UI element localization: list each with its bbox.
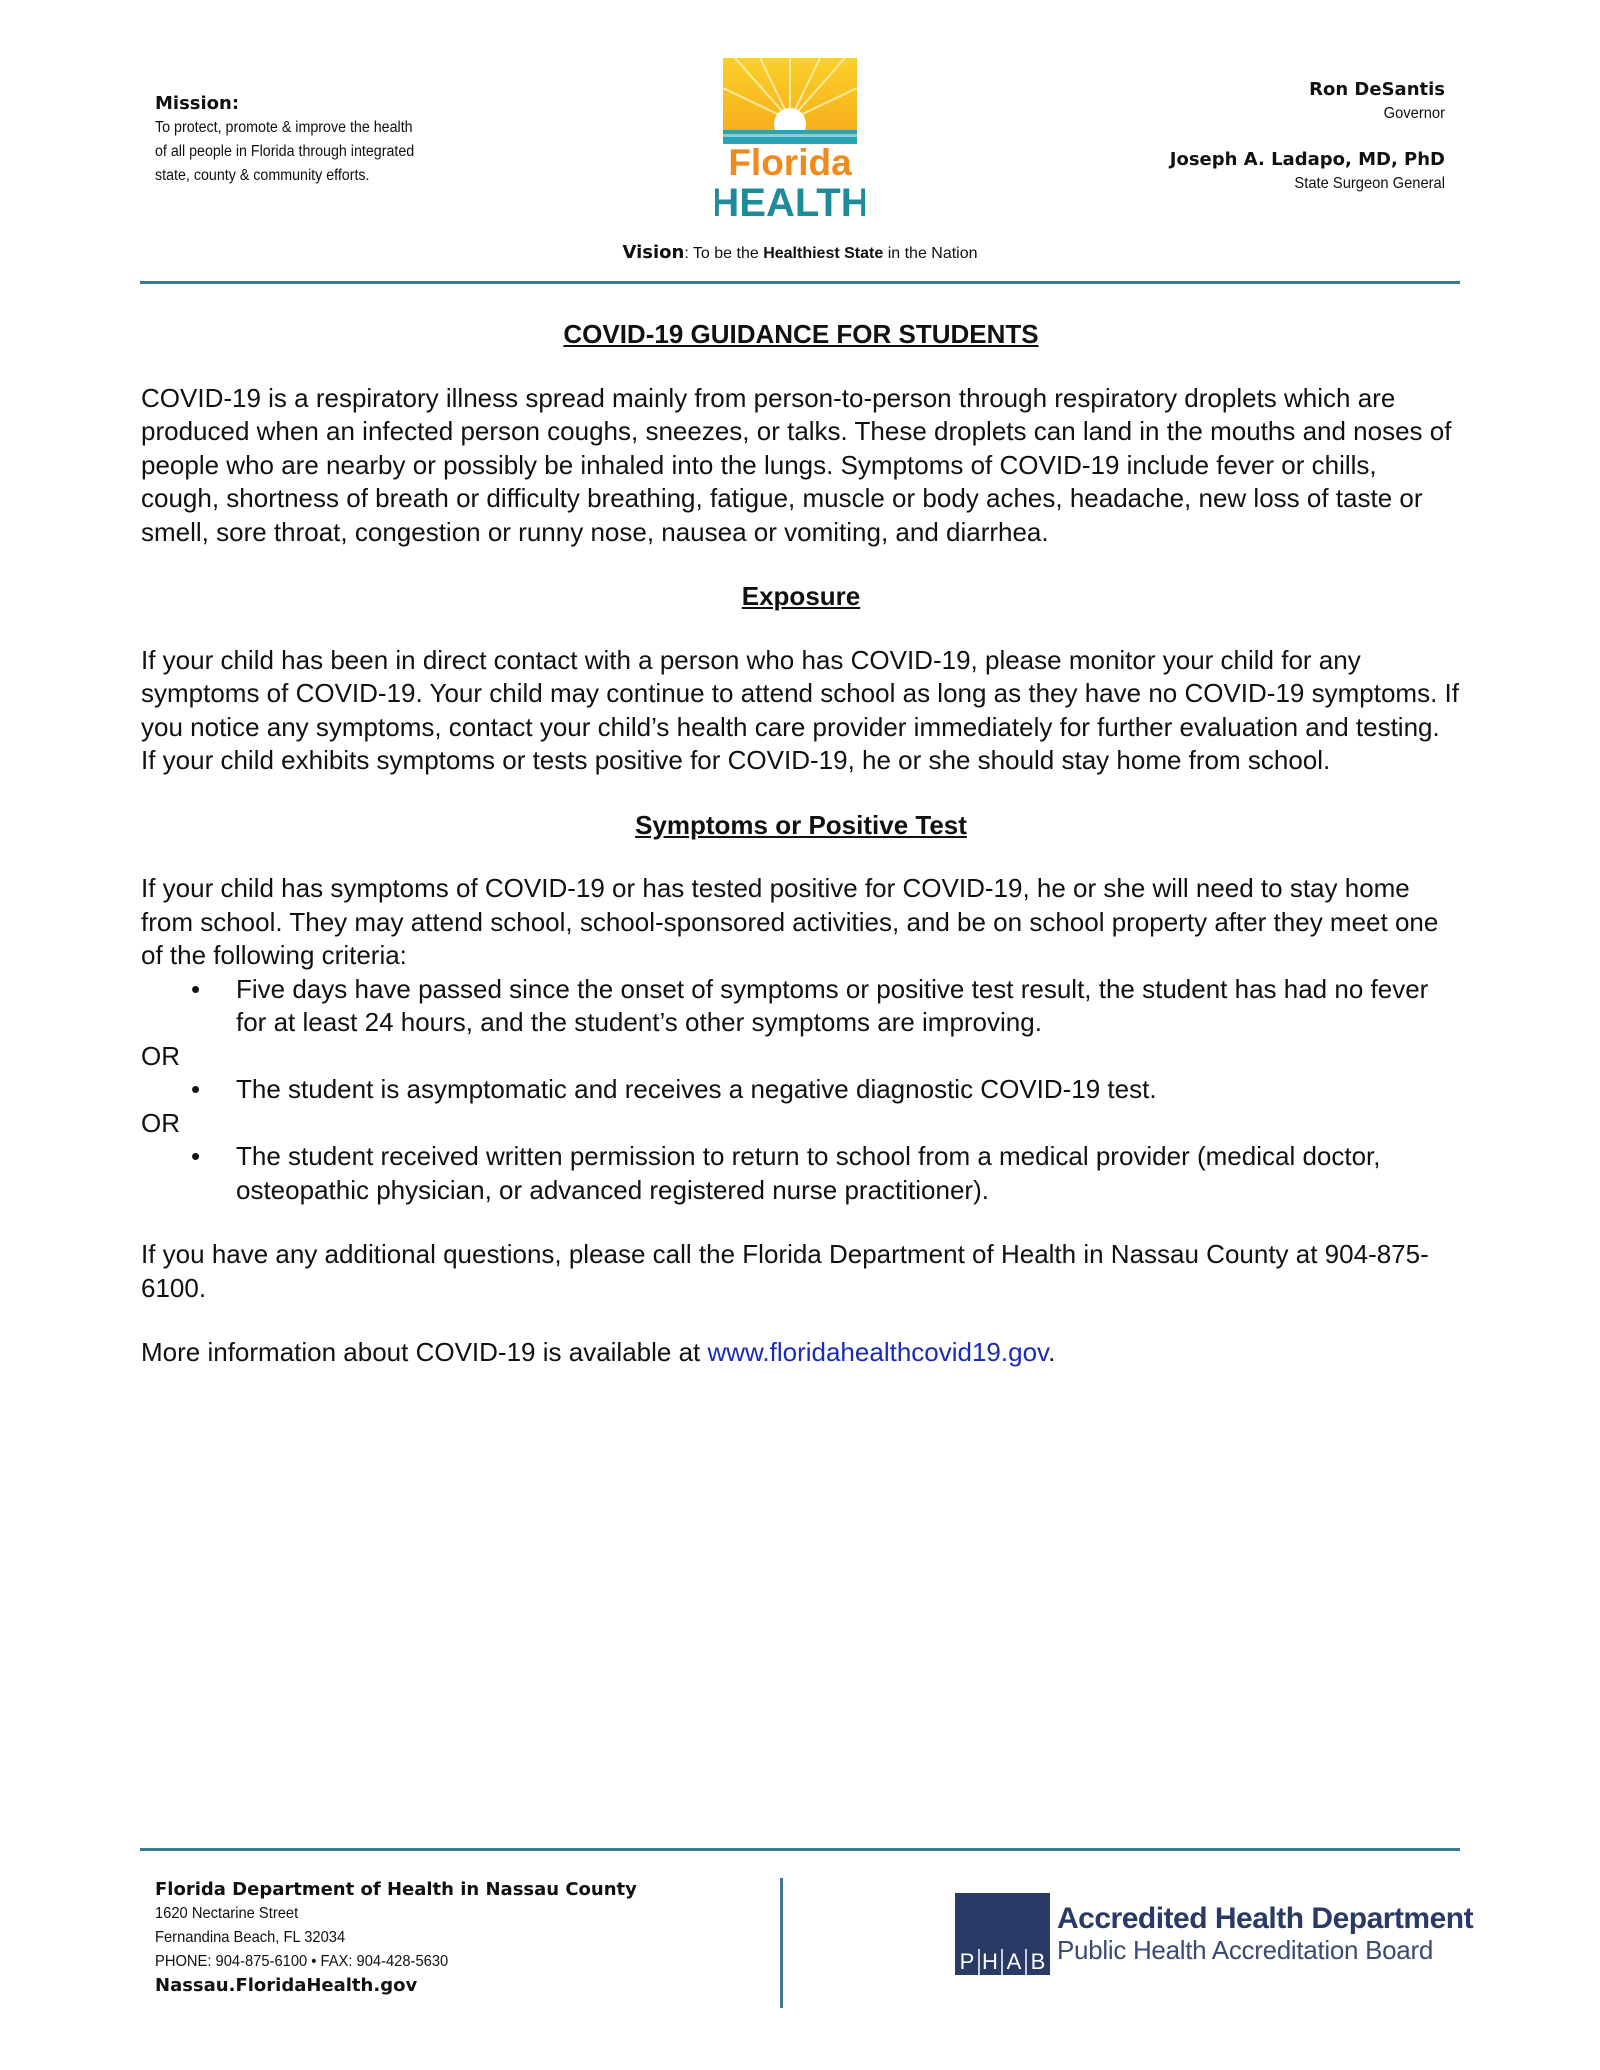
footer-vertical-divider (780, 1878, 783, 2008)
bullet-icon: • (191, 1074, 201, 1104)
symptoms-paragraph: If your child has symptoms of COVID-19 or has tested positive for COVID-19, he or she will need to stay home from school. They may attend school, school-sponsored activities, and be on school property after they meet one of the following criteria: (141, 873, 1439, 970)
vision-label: Vision (622, 242, 685, 263)
footer-address-line: 1620 Nectarine Street (155, 1905, 299, 1922)
officials-block (1025, 78, 1445, 218)
questions-paragraph: If you have any additional questions, please call the Florida Department of Health in Nassau County at 904-875-6100. (141, 1239, 1429, 1303)
phab-letter: A (1006, 1949, 1022, 1974)
criterion-text: The student received written permission to return to school from a medical provider (medical doctor, osteopathic physician, or advanced registered nurse practitioner). (236, 1141, 1381, 1205)
mission-line: state, county & community efforts. (155, 167, 370, 184)
bullet-icon: • (191, 1141, 201, 1171)
header-divider (140, 281, 1460, 284)
mission-line: of all people in Florida through integrated (155, 143, 415, 160)
footer-org-name: Florida Department of Health in Nassau County (155, 1879, 637, 1900)
or-label: OR (141, 1040, 180, 1071)
vision-suffix: in the Nation (883, 245, 978, 262)
document-body (141, 318, 1461, 1401)
phab-letter: P (959, 1949, 975, 1974)
covid-info-link[interactable]: www.floridahealthcovid19.gov (707, 1337, 1049, 1367)
intro-paragraph: COVID-19 is a respiratory illness spread mainly from person-to-person through respiratory droplets which are produced when an infected person coughs, sneezes, or talks. These droplets can land in the mouths and noses of people who are nearby or possibly be inhaled into the lungs. Symptoms of COVID-19 include fever or chills, cough, shortness of breath or difficulty breathing, fatigue, muscle or body aches, headache, new loss of taste or smell, sore throat, congestion or runny nose, nausea or vomiting, and diarrhea. (141, 382, 1452, 547)
vision-bold: Healthiest State (763, 245, 884, 262)
phab-letter: B (1030, 1949, 1046, 1974)
more-info-suffix: . (1048, 1337, 1056, 1367)
criterion-text: The student is asymptomatic and receives a negative diagnostic COVID-19 test. (236, 1074, 1157, 1104)
document-title: COVID-19 GUIDANCE FOR STUDENTS (563, 319, 1039, 349)
phab-line2: Public Health Accreditation Board (1057, 1935, 1433, 1965)
list-item (141, 1073, 1461, 1107)
footer-contact-line: PHONE: 904-875-6100 • FAX: 904-428-5630 (155, 1953, 449, 1970)
symptoms-heading: Symptoms or Positive Test (635, 809, 967, 840)
logo-text-florida: Florida (728, 142, 852, 183)
or-label: OR (141, 1107, 180, 1138)
surgeon-general-title: State Surgeon General (1294, 175, 1445, 192)
more-info-paragraph (141, 1336, 1461, 1370)
footer-address-line: Fernandina Beach, FL 32034 (155, 1929, 346, 1946)
phab-logo (955, 1893, 1050, 1975)
more-info-prefix: More information about COVID-19 is available at (141, 1337, 708, 1367)
vision-prefix: : To be the (684, 245, 764, 262)
list-item (141, 973, 1461, 1040)
mission-line: To protect, promote & improve the health (155, 119, 413, 136)
phab-text (1057, 1903, 1473, 1965)
governor-name: Ron DeSantis (1309, 79, 1445, 100)
surgeon-general-name: Joseph A. Ladapo, MD, PhD (1169, 149, 1445, 170)
logo-text-health: HEALTH (715, 181, 865, 223)
footer-divider (140, 1848, 1460, 1851)
footer-contact (155, 1878, 775, 1998)
criteria-list (141, 1073, 1461, 1107)
phab-letter: H (982, 1949, 998, 1974)
mission-label: Mission: (155, 93, 240, 114)
bullet-icon: • (191, 973, 201, 1004)
phab-logo-icon (955, 1893, 1050, 1975)
exposure-heading: Exposure (741, 581, 861, 611)
criteria-list (141, 1140, 1461, 1207)
florida-health-logo (715, 58, 865, 223)
vision-statement (0, 242, 1600, 263)
criteria-list (141, 973, 1461, 1040)
criterion-text: Five days have passed since the onset of symptoms or positive test result, the student has had no fever for at least 24 hours, and the student’s other symptoms are improving. (236, 973, 1429, 1037)
governor-title: Governor (1383, 105, 1445, 122)
list-item (141, 1140, 1461, 1207)
mission-block (155, 92, 495, 188)
phab-line1: Accredited Health Department (1057, 1902, 1474, 1935)
florida-health-logo-icon (715, 58, 865, 223)
footer-website[interactable]: Nassau.FloridaHealth.gov (155, 1975, 418, 1996)
exposure-paragraph: If your child has been in direct contact with a person who has COVID-19, please monitor your child for any symptoms of COVID-19. Your child may continue to attend school as long as they have no COVID-19 symptoms. If you notice any symptoms, contact your child’s health care provider immediately for further evaluation and testing. If your child exhibits symptoms or tests positive for COVID-19, he or she should stay home from school. (141, 644, 1459, 775)
mission-text (155, 116, 495, 188)
